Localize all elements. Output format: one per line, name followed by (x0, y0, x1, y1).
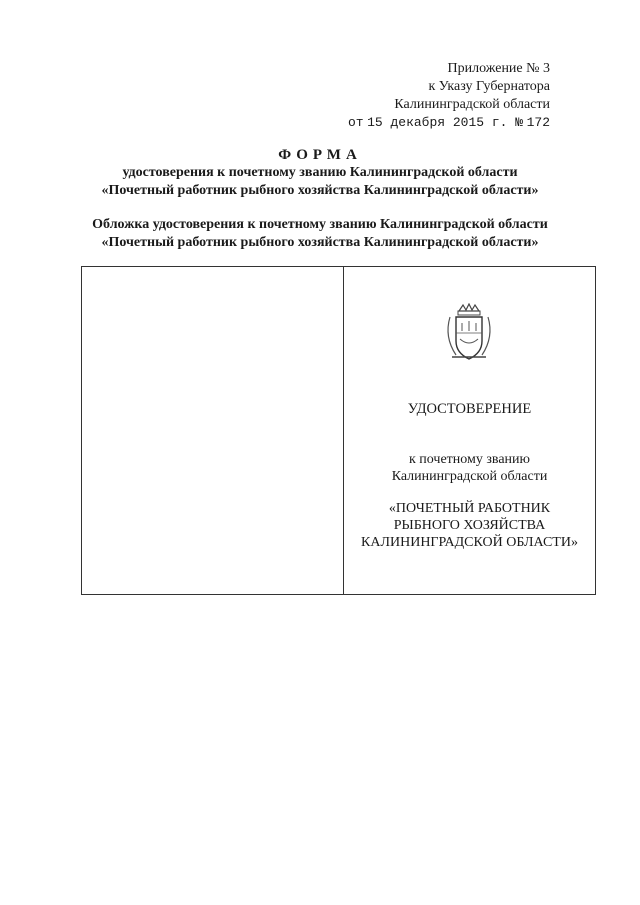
date-value: 15 декабря 2015 г. № (367, 115, 524, 130)
date-prefix: от (347, 115, 364, 130)
appendix-header (348, 60, 550, 132)
appendix-date (348, 114, 550, 132)
form-title (0, 146, 640, 200)
honorary-title-line2: РЫБНОГО ХОЗЯЙСТВА (393, 518, 546, 533)
cover-title-line1: Обложка удостоверения к почетному званию Калининградской области (92, 217, 548, 232)
honorary-title-line1: «ПОЧЕТНЫЙ РАБОТНИК (388, 501, 551, 516)
certificate-subtitle (344, 451, 595, 485)
decree-number: 172 (526, 115, 550, 130)
form-title-line2: «Почетный работник рыбного хозяйства Калининградской области» (101, 183, 539, 198)
certificate-cover (81, 266, 596, 595)
cover-title-line2: «Почетный работник рыбного хозяйства Калининградской области» (101, 235, 539, 250)
appendix-region: Калининградской области (394, 97, 550, 112)
subtitle-line2: Калининградской области (391, 469, 548, 484)
forma-heading: ФОРМА (278, 147, 362, 163)
coat-of-arms-icon (442, 303, 496, 363)
form-title-line1: удостоверения к почетному званию Калининградской области (122, 165, 518, 180)
cover-front (344, 267, 595, 594)
appendix-decree: к Указу Губернатора (428, 79, 550, 94)
appendix-number: Приложение № 3 (447, 61, 550, 76)
cover-title (0, 216, 640, 252)
certificate-heading: УДОСТОВЕРЕНИЕ (407, 401, 532, 417)
honorary-title-line3: КАЛИНИНГРАДСКОЙ ОБЛАСТИ» (361, 535, 578, 550)
subtitle-line1: к почетному званию (408, 452, 530, 467)
honorary-title (344, 500, 595, 551)
